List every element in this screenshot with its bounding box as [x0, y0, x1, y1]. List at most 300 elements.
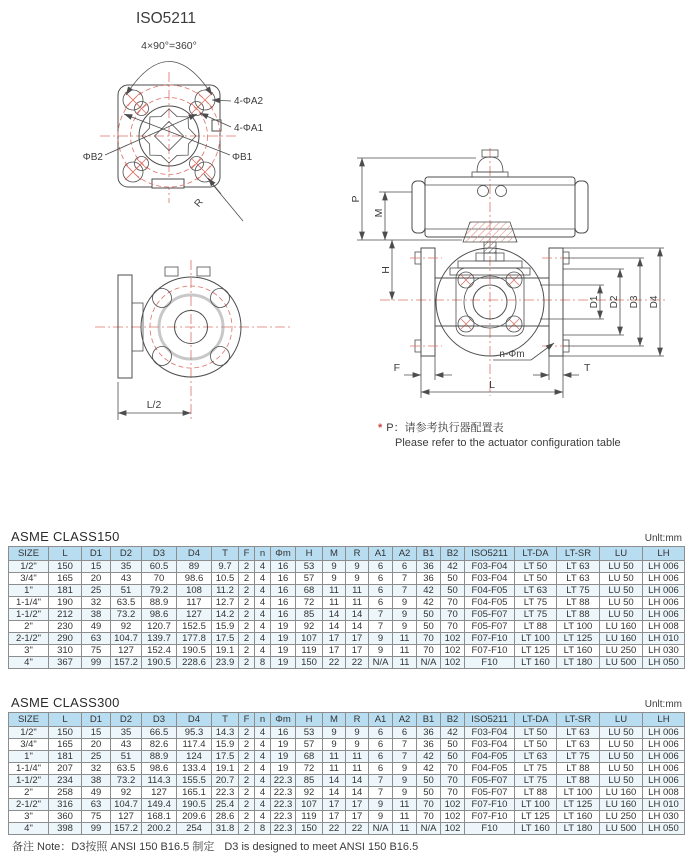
table-cell: 2 — [239, 811, 255, 823]
table-cell: 149.4 — [142, 799, 177, 811]
table-cell: 49 — [82, 621, 111, 633]
table-cell: 2 — [239, 775, 255, 787]
table-cell: 42 — [417, 751, 441, 763]
table-cell: LT 100 — [557, 787, 600, 799]
table-cell: 190.5 — [177, 799, 212, 811]
table-cell: 2 — [239, 751, 255, 763]
table-cell: 16 — [271, 609, 296, 621]
table-cell: 2 — [239, 585, 255, 597]
table-row — [9, 739, 685, 751]
table-cell: LH 006 — [643, 739, 685, 751]
table-row — [9, 763, 685, 775]
table-cell: 11 — [346, 751, 369, 763]
table-cell: 22 — [323, 657, 346, 669]
table-cell: 31.8 — [212, 823, 239, 835]
table-cell: 19 — [271, 621, 296, 633]
table-cell: 42 — [417, 597, 441, 609]
table-cell: 3/4" — [9, 739, 49, 751]
label-dim-d1: D1 — [589, 295, 600, 309]
table-cell: 9 — [393, 763, 417, 775]
table-cell: LH 030 — [643, 811, 685, 823]
table-cell: F10 — [465, 823, 515, 835]
column-header: LH — [643, 547, 685, 561]
table-cell: 17 — [323, 633, 346, 645]
column-header: n — [255, 547, 271, 561]
label-dim-d4: D4 — [649, 295, 660, 309]
column-header: SIZE — [9, 713, 49, 727]
table-cell: 102 — [441, 823, 465, 835]
table-cell: 14 — [346, 621, 369, 633]
table-cell: 50 — [417, 787, 441, 799]
table-cell: 42 — [417, 763, 441, 775]
table-cell: 25 — [82, 751, 111, 763]
table-cell: 7 — [369, 621, 393, 633]
table-cell: 17 — [346, 645, 369, 657]
label-dim-h: H — [380, 266, 392, 274]
table-cell: 35 — [111, 561, 142, 573]
table-cell: 102 — [441, 811, 465, 823]
table-cell: 50 — [441, 585, 465, 597]
table-cell: 15 — [82, 561, 111, 573]
table-cell: 9 — [393, 775, 417, 787]
table-cell: 120.7 — [142, 621, 177, 633]
table-cell: LT 75 — [515, 597, 557, 609]
class300-section — [8, 695, 684, 835]
table-cell: 6 — [369, 573, 393, 585]
table-cell: 32 — [82, 763, 111, 775]
table-cell: 114.3 — [142, 775, 177, 787]
table-cell: 92 — [111, 787, 142, 799]
table-cell: LU 50 — [600, 609, 643, 621]
table-cell: 22.3 — [271, 823, 296, 835]
table-cell: F03-F04 — [465, 727, 515, 739]
table-cell: 4 — [255, 787, 271, 799]
table-cell: 92 — [296, 787, 323, 799]
table-row — [9, 811, 685, 823]
table-cell: 104.7 — [111, 633, 142, 645]
table-cell: 4 — [255, 597, 271, 609]
table-cell: 9 — [369, 633, 393, 645]
table-cell: 38 — [82, 609, 111, 621]
table-cell: 2 — [239, 763, 255, 775]
table-cell: 11 — [346, 597, 369, 609]
table-cell: 2 — [239, 561, 255, 573]
table-cell: 22 — [346, 657, 369, 669]
table-cell: LH 050 — [643, 657, 685, 669]
table-cell: 43 — [111, 739, 142, 751]
table-cell: 20 — [82, 573, 111, 585]
table-cell: LH 006 — [643, 597, 685, 609]
table-cell: LT 88 — [557, 775, 600, 787]
table-cell: 3" — [9, 645, 49, 657]
table-cell: N/A — [417, 657, 441, 669]
table-cell: 102 — [441, 799, 465, 811]
table-cell: 63 — [82, 799, 111, 811]
header-row — [9, 547, 685, 561]
table-cell: LT 125 — [515, 645, 557, 657]
table-cell: 157.2 — [111, 823, 142, 835]
table-cell: LT 50 — [515, 739, 557, 751]
table-cell: 9 — [393, 621, 417, 633]
table-cell: F04-F05 — [465, 763, 515, 775]
table-cell: 3/4" — [9, 573, 49, 585]
table-cell: LH 010 — [643, 799, 685, 811]
table-cell: 4 — [255, 633, 271, 645]
table-cell: 107 — [296, 633, 323, 645]
table-cell: LH 006 — [643, 775, 685, 787]
table-cell: 102 — [441, 633, 465, 645]
table-cell: 1/2" — [9, 727, 49, 739]
column-header: LT-SR — [557, 713, 600, 727]
table-cell: 16 — [271, 573, 296, 585]
table-cell: 4" — [9, 657, 49, 669]
column-header: n — [255, 713, 271, 727]
table-cell: LT 160 — [515, 823, 557, 835]
table-cell: 212 — [49, 609, 82, 621]
table-cell: LT 100 — [515, 799, 557, 811]
table-cell: LU 50 — [600, 597, 643, 609]
table-cell: 2 — [239, 633, 255, 645]
table-cell: 14 — [323, 775, 346, 787]
column-header: LU — [600, 713, 643, 727]
table-cell: F05-F07 — [465, 621, 515, 633]
table-cell: 14 — [323, 621, 346, 633]
table-cell: 4 — [255, 739, 271, 751]
side-view — [95, 260, 292, 422]
table-cell: LT 88 — [557, 609, 600, 621]
table-cell: 2 — [239, 727, 255, 739]
table-cell: 22.3 — [271, 799, 296, 811]
table-cell: F07-F10 — [465, 799, 515, 811]
table-row — [9, 727, 685, 739]
table-cell: 127 — [142, 787, 177, 799]
label-dim-d3: D3 — [629, 295, 640, 309]
table-cell: 2 — [239, 597, 255, 609]
column-header: D1 — [82, 547, 111, 561]
label-dim-d2: D2 — [609, 295, 620, 309]
table-cell: 73.2 — [111, 775, 142, 787]
column-header: D2 — [111, 713, 142, 727]
column-header: B2 — [441, 547, 465, 561]
table-cell: LH 010 — [643, 633, 685, 645]
table-cell: 2" — [9, 621, 49, 633]
table-cell: 9 — [393, 609, 417, 621]
table-cell: 254 — [177, 823, 212, 835]
table-cell: F03-F04 — [465, 561, 515, 573]
table-cell: 1-1/4" — [9, 597, 49, 609]
table-cell: LT 50 — [515, 727, 557, 739]
table-cell: LH 006 — [643, 573, 685, 585]
header-row — [9, 713, 685, 727]
table-cell: F07-F10 — [465, 811, 515, 823]
length-dimensions — [394, 343, 591, 398]
table-cell: 6 — [369, 763, 393, 775]
table-cell: 36 — [417, 727, 441, 739]
footnote — [12, 838, 418, 854]
actuator-note — [378, 421, 621, 451]
column-header: LH — [643, 713, 685, 727]
column-header: L — [49, 713, 82, 727]
table-cell: 19.1 — [212, 763, 239, 775]
table-cell: 63.5 — [111, 763, 142, 775]
table-cell: 11 — [393, 811, 417, 823]
table-cell: 42 — [417, 585, 441, 597]
table-cell: 68 — [296, 585, 323, 597]
table-cell: 11 — [323, 751, 346, 763]
table-cell: 2-1/2" — [9, 799, 49, 811]
table-cell: LU 50 — [600, 739, 643, 751]
table-row — [9, 585, 685, 597]
table-cell: 6 — [369, 739, 393, 751]
pad-view — [83, 10, 264, 221]
table-cell: 19 — [271, 645, 296, 657]
table-cell: 99 — [82, 823, 111, 835]
table-cell: 107 — [296, 799, 323, 811]
column-header: ISO5211 — [465, 713, 515, 727]
table-cell: 150 — [49, 727, 82, 739]
table-cell: 88.9 — [142, 751, 177, 763]
table-cell: LH 008 — [643, 621, 685, 633]
table-cell: 17 — [346, 799, 369, 811]
label-dim-l: L — [489, 379, 495, 391]
label-dim-t: T — [584, 362, 591, 374]
column-header: T — [212, 713, 239, 727]
table-cell: 6 — [393, 727, 417, 739]
table-cell: 42 — [441, 727, 465, 739]
table-cell: 17 — [346, 811, 369, 823]
table-cell: 14 — [346, 775, 369, 787]
class150-header — [8, 529, 684, 546]
column-header: A1 — [369, 713, 393, 727]
table-cell: 16 — [271, 585, 296, 597]
table-cell: 36 — [417, 739, 441, 751]
table-cell: LU 50 — [600, 585, 643, 597]
table-cell: 127 — [111, 645, 142, 657]
table-cell: 9 — [323, 561, 346, 573]
table-cell: 17.5 — [212, 751, 239, 763]
table-cell: 70 — [142, 573, 177, 585]
table-cell: 2 — [239, 787, 255, 799]
table-cell: 360 — [49, 811, 82, 823]
column-header: SIZE — [9, 547, 49, 561]
column-header: Φm — [271, 713, 296, 727]
table-cell: 177.8 — [177, 633, 212, 645]
table-cell: 2 — [239, 645, 255, 657]
table-cell: 4 — [255, 573, 271, 585]
table-cell: 181 — [49, 585, 82, 597]
table-cell: 150 — [296, 657, 323, 669]
table-cell: 4 — [255, 799, 271, 811]
column-header: B1 — [417, 547, 441, 561]
table-cell: 79.2 — [142, 585, 177, 597]
table-cell: 15.9 — [212, 621, 239, 633]
table-cell: 20 — [82, 739, 111, 751]
table-cell: 1-1/2" — [9, 609, 49, 621]
table-cell: 316 — [49, 799, 82, 811]
table-cell: 25 — [82, 585, 111, 597]
table-cell: 38 — [82, 775, 111, 787]
table-row — [9, 645, 685, 657]
table-cell: LH 008 — [643, 787, 685, 799]
table-cell: LT 160 — [557, 811, 600, 823]
table-cell: 4 — [255, 751, 271, 763]
table-cell: 9 — [346, 573, 369, 585]
table-row — [9, 823, 685, 835]
table-cell: 14 — [323, 609, 346, 621]
table-cell: 152.5 — [177, 621, 212, 633]
table-row — [9, 609, 685, 621]
note-zh-text: P：请参考执行器配置表 — [386, 422, 504, 434]
table-cell: 139.7 — [142, 633, 177, 645]
table-cell: 165.1 — [177, 787, 212, 799]
column-header: LU — [600, 547, 643, 561]
table-cell: 50 — [441, 573, 465, 585]
column-header: D4 — [177, 713, 212, 727]
table-cell: 150 — [296, 823, 323, 835]
table-cell: 17 — [346, 633, 369, 645]
table-cell: 14 — [346, 609, 369, 621]
table-cell: LT 125 — [557, 799, 600, 811]
table-cell: 9 — [346, 727, 369, 739]
table-cell: 4 — [255, 561, 271, 573]
column-header: F — [239, 713, 255, 727]
table-cell: 117 — [177, 597, 212, 609]
table-cell: 17.5 — [212, 633, 239, 645]
table-cell: 72 — [296, 597, 323, 609]
table-cell: 6 — [369, 585, 393, 597]
table-cell: 14.3 — [212, 727, 239, 739]
table-cell: LT 180 — [557, 657, 600, 669]
table-cell: LT 88 — [515, 621, 557, 633]
table-cell: 155.5 — [177, 775, 212, 787]
table-cell: F07-F10 — [465, 633, 515, 645]
table-cell: 152.4 — [142, 645, 177, 657]
table-cell: 19 — [271, 633, 296, 645]
table-cell: 49 — [82, 787, 111, 799]
table-cell: 9 — [346, 561, 369, 573]
table-cell: 7 — [369, 609, 393, 621]
table-cell: LT 63 — [557, 727, 600, 739]
table-row — [9, 633, 685, 645]
table-cell: 2 — [239, 621, 255, 633]
table-cell: LH 006 — [643, 727, 685, 739]
table-cell: 11 — [393, 657, 417, 669]
column-header: F — [239, 547, 255, 561]
table-cell: 11.2 — [212, 585, 239, 597]
table-cell: 2-1/2" — [9, 633, 49, 645]
table-cell: F07-F10 — [465, 645, 515, 657]
table-cell: 60.5 — [142, 561, 177, 573]
table-cell: 6 — [369, 751, 393, 763]
table-cell: 19.1 — [212, 645, 239, 657]
table-cell: LT 100 — [515, 633, 557, 645]
table-cell: LH 006 — [643, 763, 685, 775]
table-cell: 4 — [255, 727, 271, 739]
table-cell: 50 — [441, 739, 465, 751]
column-header: D2 — [111, 547, 142, 561]
column-header: R — [346, 547, 369, 561]
table-cell: 124 — [177, 751, 212, 763]
table-cell: 19 — [271, 763, 296, 775]
table-cell: 2 — [239, 609, 255, 621]
table-cell: 367 — [49, 657, 82, 669]
table-cell: 310 — [49, 645, 82, 657]
table-row — [9, 799, 685, 811]
column-header: LT-DA — [515, 547, 557, 561]
table-cell: 43 — [111, 573, 142, 585]
table-cell: 16 — [271, 727, 296, 739]
table-cell: 36 — [417, 561, 441, 573]
table-cell: 85 — [296, 609, 323, 621]
table-title-class300: ASME CLASS300 — [11, 695, 120, 710]
table-cell: 133.4 — [177, 763, 212, 775]
table-cell: 19 — [271, 739, 296, 751]
table-cell: 11 — [346, 763, 369, 775]
table-cell: 228.6 — [177, 657, 212, 669]
table-cell: 16 — [271, 597, 296, 609]
label-radius-r: R — [192, 196, 206, 210]
label-dim-m: M — [373, 208, 385, 218]
table-cell: 14 — [346, 787, 369, 799]
table-cell: F10 — [465, 657, 515, 669]
table-cell: 127 — [111, 811, 142, 823]
column-header: A2 — [393, 713, 417, 727]
table-cell: 398 — [49, 823, 82, 835]
table-cell: 19 — [271, 751, 296, 763]
table-cell: 66.5 — [142, 727, 177, 739]
table-cell: N/A — [369, 657, 393, 669]
table-cell: LT 160 — [557, 645, 600, 657]
class300-table — [8, 712, 685, 835]
table-cell: 2 — [239, 573, 255, 585]
table-cell: LT 75 — [515, 775, 557, 787]
table-cell: 92 — [296, 621, 323, 633]
table-cell: 85 — [296, 775, 323, 787]
label-phi-b1: ΦB1 — [232, 152, 253, 163]
table-cell: 2 — [239, 657, 255, 669]
column-header: LT-DA — [515, 713, 557, 727]
table-cell: 70 — [441, 763, 465, 775]
table-cell: 117.4 — [177, 739, 212, 751]
table-cell: 73.2 — [111, 609, 142, 621]
table-row — [9, 787, 685, 799]
table-cell: LT 63 — [557, 573, 600, 585]
table-cell: 22 — [346, 823, 369, 835]
table-cell: LT 63 — [557, 561, 600, 573]
column-header: H — [296, 713, 323, 727]
table-cell: 53 — [296, 727, 323, 739]
table-cell: LT 75 — [557, 585, 600, 597]
note-en-text: Please refer to the actuator configuration table — [395, 437, 621, 449]
table-cell: 98.6 — [177, 573, 212, 585]
table-cell: LT 88 — [515, 787, 557, 799]
table-cell: 230 — [49, 621, 82, 633]
table-cell: 95.3 — [177, 727, 212, 739]
note-asterisk: * — [378, 422, 383, 434]
table-cell: 28.6 — [212, 811, 239, 823]
table-cell: LU 50 — [600, 751, 643, 763]
table-cell: LH 030 — [643, 645, 685, 657]
table-cell: 6 — [369, 561, 393, 573]
column-header: B2 — [441, 713, 465, 727]
table-cell: 42 — [441, 561, 465, 573]
table-cell: LU 500 — [600, 823, 643, 835]
column-header: A1 — [369, 547, 393, 561]
table-cell: LT 50 — [515, 573, 557, 585]
table-cell: N/A — [417, 823, 441, 835]
table-cell: 165 — [49, 739, 82, 751]
table-cell: 190.5 — [177, 645, 212, 657]
